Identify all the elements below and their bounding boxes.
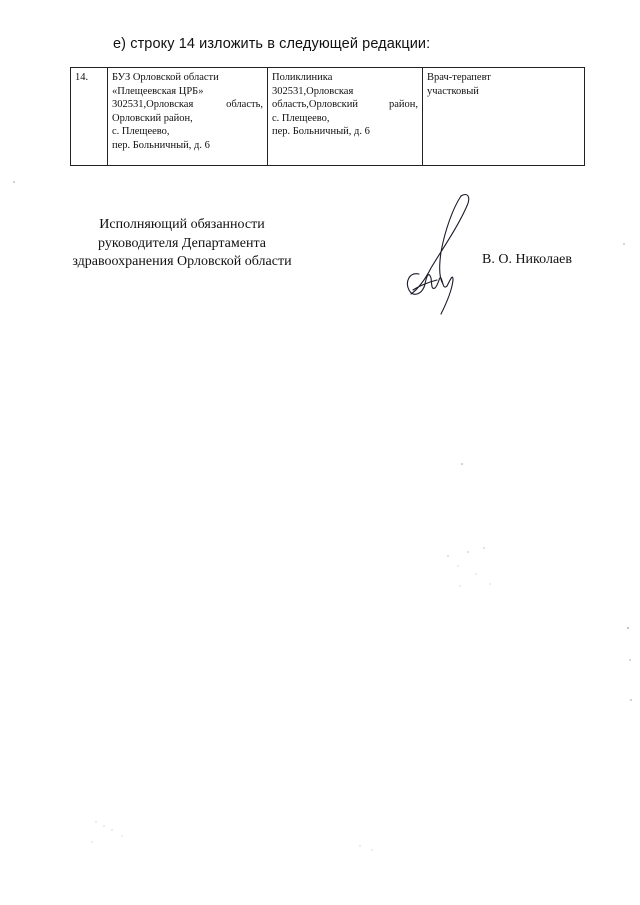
department-address-line2 (272, 98, 418, 112)
organization-name-line2: «Плещеевская ЦРБ» (112, 85, 204, 97)
amendment-intro: е) строку 14 изложить в следующей редакции: (113, 36, 431, 52)
table-row (71, 68, 585, 166)
organization-address-line1-part-a: 302531,Орловская (112, 99, 194, 111)
department-address-line3: с. Плещеево, (272, 112, 330, 124)
department-address-line4: пер. Больничный, д. 6 (272, 126, 370, 138)
signatory-title-line3: здравоохранения Орловской области (72, 254, 292, 269)
handwritten-signature (395, 190, 485, 320)
department-address-line2-part-b: район, (388, 99, 418, 111)
department-cell (268, 68, 423, 166)
organization-address-line2: Орловский район, (112, 112, 193, 124)
position-line1: Врач-терапевт (427, 72, 491, 83)
amendment-table (70, 67, 585, 166)
organization-address-line1-part-b: область, (226, 99, 263, 111)
organization-address-line1 (112, 98, 263, 112)
organization-name-line1: БУЗ Орловской области (112, 72, 219, 83)
signatory-title-line1: Исполняющий обязанности (99, 217, 265, 232)
signatory-name: В. О. Николаев (482, 252, 572, 267)
department-name: Поликлиника (272, 72, 333, 83)
department-address-line1: 302531,Орловская (272, 85, 354, 97)
department-address-line2-part-a: область,Орловский (272, 99, 358, 111)
position-cell (423, 68, 585, 166)
row-number: 14. (75, 72, 89, 83)
organization-cell (108, 68, 268, 166)
signatory-title-line2: руководителя Департамента (98, 235, 266, 251)
row-number-cell (71, 68, 108, 166)
position-line2: участковый (427, 85, 479, 97)
organization-address-line3: с. Плещеево, (112, 126, 170, 138)
signatory-title (60, 216, 304, 272)
organization-address-line4: пер. Больничный, д. 6 (112, 139, 210, 151)
